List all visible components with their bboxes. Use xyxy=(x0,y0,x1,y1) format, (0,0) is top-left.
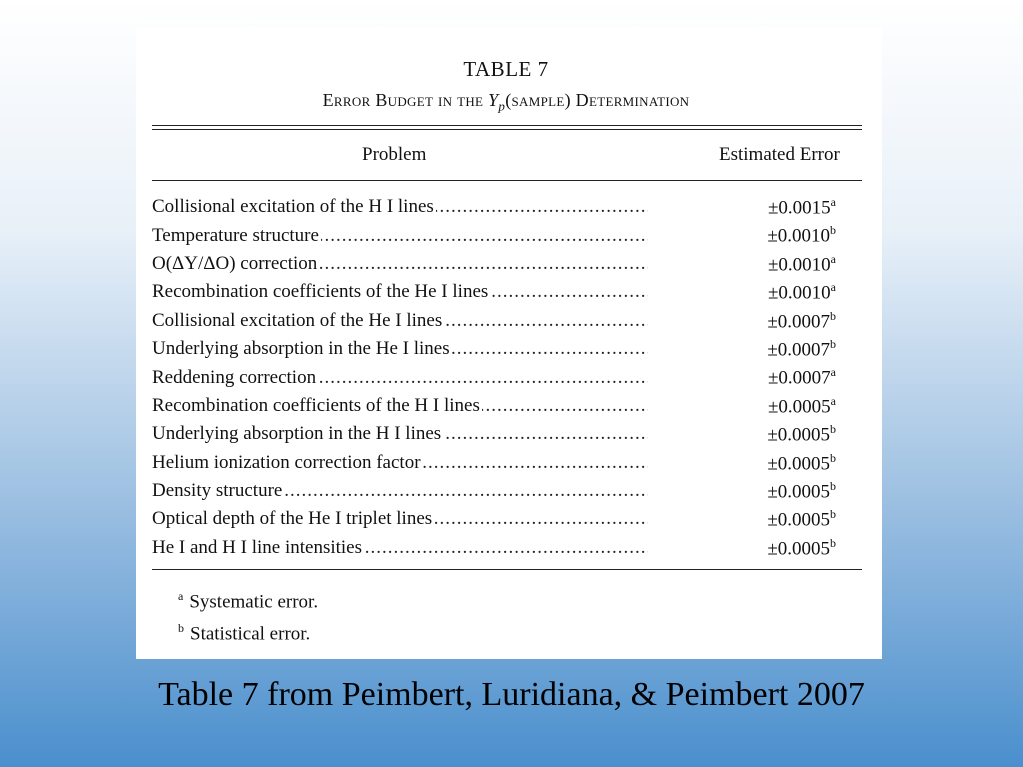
row-error-value: ±0.0005 xyxy=(767,538,830,560)
table-row xyxy=(152,505,866,533)
table-title-subscript: p xyxy=(498,98,506,114)
row-label xyxy=(152,225,648,247)
row-estimated-error xyxy=(648,280,866,304)
row-error-value: ±0.0005 xyxy=(767,481,830,503)
row-error-footnote-mark: a xyxy=(830,280,836,295)
row-error-footnote-mark: a xyxy=(830,365,836,380)
header-rule xyxy=(152,180,862,181)
row-label xyxy=(152,196,648,218)
row-error-footnote-mark: b xyxy=(830,535,836,550)
row-label xyxy=(152,508,648,530)
row-estimated-error xyxy=(648,309,866,333)
row-label-text: Helium ionization correction factor xyxy=(152,451,421,473)
row-error-value: ±0.0007 xyxy=(767,310,830,332)
row-label xyxy=(152,537,648,559)
row-error-value: ±0.0010 xyxy=(767,282,831,304)
row-estimated-error xyxy=(648,394,866,418)
row-label-text: Collisional excitation of the He I lines xyxy=(152,309,443,331)
table-row xyxy=(152,278,866,306)
row-label xyxy=(152,310,648,332)
footnote xyxy=(178,583,318,615)
row-label-text: Reddening correction xyxy=(152,366,317,388)
table-row xyxy=(152,221,866,249)
table-row xyxy=(152,534,866,562)
table-row xyxy=(152,250,866,278)
row-label xyxy=(152,480,648,502)
table-body xyxy=(152,193,866,562)
table-panel xyxy=(136,27,882,659)
table-row xyxy=(152,477,866,505)
row-label xyxy=(152,367,648,389)
row-error-footnote-mark: b xyxy=(830,478,836,493)
row-error-value: ±0.0007 xyxy=(767,339,830,361)
table-row xyxy=(152,392,866,420)
slide-caption: Table 7 from Peimbert, Luridiana, & Peimbert 2007 xyxy=(158,676,865,713)
row-label-text: O(ΔY/ΔO) correction xyxy=(152,252,318,274)
row-error-footnote-mark: a xyxy=(830,251,836,266)
top-rule-1 xyxy=(152,125,862,126)
table-row xyxy=(152,335,866,363)
row-label-text: Recombination coefficients of the He I lines xyxy=(152,281,489,303)
table-title-variable: Y xyxy=(488,90,499,110)
row-error-footnote-mark: a xyxy=(830,393,836,408)
row-error-value: ±0.0010 xyxy=(767,225,830,247)
row-estimated-error xyxy=(648,422,866,446)
row-error-value: ±0.0005 xyxy=(767,396,831,418)
column-header-estimated-error: Estimated Error xyxy=(719,144,840,165)
row-estimated-error xyxy=(648,451,866,475)
row-label xyxy=(152,452,648,474)
table-row xyxy=(152,363,866,391)
table-number: TABLE 7 xyxy=(463,57,549,81)
row-label-text: Temperature structure xyxy=(152,224,319,246)
row-estimated-error xyxy=(648,252,866,276)
table-row xyxy=(152,193,866,221)
row-error-footnote-mark: a xyxy=(830,195,836,210)
row-estimated-error xyxy=(648,507,866,531)
row-error-value: ±0.0007 xyxy=(767,367,831,389)
column-header-problem: Problem xyxy=(362,144,427,165)
row-error-footnote-mark: b xyxy=(830,507,836,522)
row-label xyxy=(152,281,648,303)
row-error-footnote-mark: b xyxy=(830,308,836,323)
footnote-text: Systematic error. xyxy=(189,591,319,613)
row-estimated-error xyxy=(648,223,866,247)
row-label xyxy=(152,423,648,445)
row-label-text: Underlying absorption in the He I lines xyxy=(152,338,450,360)
footnote xyxy=(178,615,318,647)
row-label xyxy=(152,253,648,275)
row-error-value: ±0.0010 xyxy=(767,254,831,276)
table-notes xyxy=(178,583,318,648)
row-label-text: Collisional excitation of the H I lines xyxy=(152,196,434,218)
footnote-mark: a xyxy=(178,589,184,603)
row-label-text: Underlying absorption in the H I lines xyxy=(152,423,442,445)
table-title-prefix: Error Budget in the xyxy=(322,90,489,110)
row-error-footnote-mark: b xyxy=(830,450,836,465)
row-estimated-error xyxy=(648,536,866,560)
row-error-value: ±0.0005 xyxy=(767,452,830,474)
row-error-footnote-mark: b xyxy=(830,336,836,351)
table-title-suffix: (sample) Determination xyxy=(505,90,690,110)
top-rule-2 xyxy=(152,129,862,130)
row-estimated-error xyxy=(648,337,866,361)
table-title xyxy=(136,90,876,115)
row-error-footnote-mark: b xyxy=(830,422,836,437)
row-error-footnote-mark: b xyxy=(830,223,836,238)
row-error-value: ±0.0015 xyxy=(767,197,831,219)
row-estimated-error xyxy=(648,365,866,389)
row-error-value: ±0.0005 xyxy=(767,424,830,446)
row-label-text: Recombination coefficients of the H I lines xyxy=(152,394,480,416)
table-row xyxy=(152,449,866,477)
row-estimated-error xyxy=(648,195,866,219)
table-row xyxy=(152,307,866,335)
row-error-value: ±0.0005 xyxy=(767,509,830,531)
table-row xyxy=(152,420,866,448)
footnote-mark: b xyxy=(178,621,184,636)
bottom-rule xyxy=(152,569,862,570)
row-label-text: Density structure xyxy=(152,480,283,502)
row-estimated-error xyxy=(648,479,866,503)
row-label xyxy=(152,395,648,417)
row-label-text: He I and H I line intensities xyxy=(152,536,363,558)
footnote-text: Statistical error. xyxy=(190,623,311,645)
row-label-text: Optical depth of the He I triplet lines xyxy=(152,508,433,530)
row-label xyxy=(152,338,648,360)
